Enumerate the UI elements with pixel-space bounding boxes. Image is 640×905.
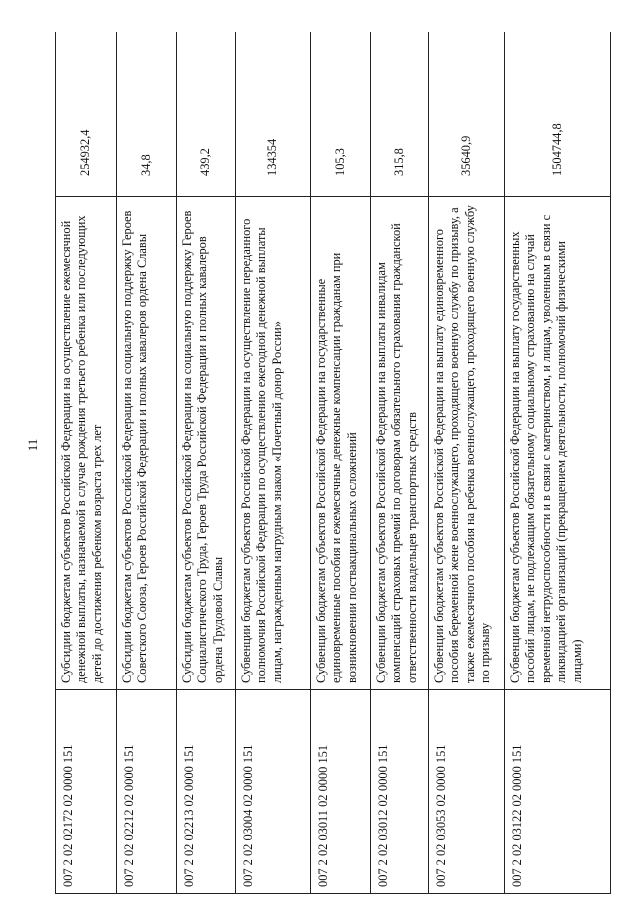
budget-code-cell: 007 2 02 02172 02 0000 151 [56, 690, 117, 894]
budget-table-container [55, 32, 623, 894]
description-cell: Субвенции бюджетам субъектов Российской Федерации на государственные единовременные пособия и ежемесячные денежные компенсации гражданам при возникновении поствакцинальных осложнений [311, 197, 371, 690]
table-row [236, 32, 311, 894]
budget-code-cell: 007 2 02 03004 02 0000 151 [236, 690, 311, 894]
description-cell: Субсидии бюджетам субъектов Российской Федерации на социальную поддержку Героев Советского Союза, Героев Российской Федерации и полных кавалеров ордена Славы [117, 197, 177, 690]
budget-table [55, 32, 611, 894]
table-row [117, 32, 177, 894]
description-cell: Субсидии бюджетам субъектов Российской Федерации на осуществление ежемесячной денежной выплаты, назначаемой в случае рождения третьего ребенка или последующих детей до достижения ребенком возраста трех лет [56, 197, 117, 690]
description-cell: Субвенции бюджетам субъектов Российской Федерации на выплату государственных пособий лицам, не подлежащим обязательному социальному страхованию на случай временной нетрудоспособности и в связи с материнством, и лицам, уволенным в связи с ликвидацией организаций (прекращением деятельности, полномочий физическими лицами) [505, 197, 611, 690]
table-row [311, 32, 371, 894]
table-row [56, 32, 117, 894]
amount-cell: 35640,9 [429, 32, 505, 197]
amount-cell: 134354 [236, 32, 311, 197]
amount-cell: 105,3 [311, 32, 371, 197]
description-cell: Субсидии бюджетам субъектов Российской Федерации на социальную поддержку Героев Социалистического Труда, Героев Труда Российской Федерации и полных кавалеров ордена Трудовой Славы [177, 197, 236, 690]
page-number: 11 [25, 438, 40, 452]
amount-cell: 1504744,8 [505, 32, 611, 197]
table-row [505, 32, 611, 894]
budget-code-cell: 007 2 02 03012 02 0000 151 [371, 690, 429, 894]
amount-cell: 439,2 [177, 32, 236, 197]
budget-code-cell: 007 2 02 03053 02 0000 151 [429, 690, 505, 894]
amount-cell: 315,8 [371, 32, 429, 197]
amount-cell: 34,8 [117, 32, 177, 197]
description-cell: Субвенции бюджетам субъектов Российской Федерации на выплаты инвалидам компенсаций страховых премий по договорам обязательного страхования гражданской ответственности владельцев транспортных средств [371, 197, 429, 690]
budget-code-cell: 007 2 02 03122 02 0000 151 [505, 690, 611, 894]
budget-code-cell: 007 2 02 03011 02 0000 151 [311, 690, 371, 894]
budget-code-cell: 007 2 02 02212 02 0000 151 [117, 690, 177, 894]
amount-cell: 254932,4 [56, 32, 117, 197]
table-row [177, 32, 236, 894]
table-row [429, 32, 505, 894]
table-row [371, 32, 429, 894]
budget-code-cell: 007 2 02 02213 02 0000 151 [177, 690, 236, 894]
description-cell: Субвенции бюджетам субъектов Российской Федерации на выплату единовременного пособия беременной жене военнослужащего, проходящего военную службу по призыву, а также ежемесячного пособия на ребенка военнослужащего, проходящего военную службу по призыву [429, 197, 505, 690]
description-cell: Субвенции бюджетам субъектов Российской Федерации на осуществление переданного полномочия Российской Федерации по осуществлению ежегодной денежной выплаты лицам, награжденным нагрудным знаком «Почетный донор России» [236, 197, 311, 690]
